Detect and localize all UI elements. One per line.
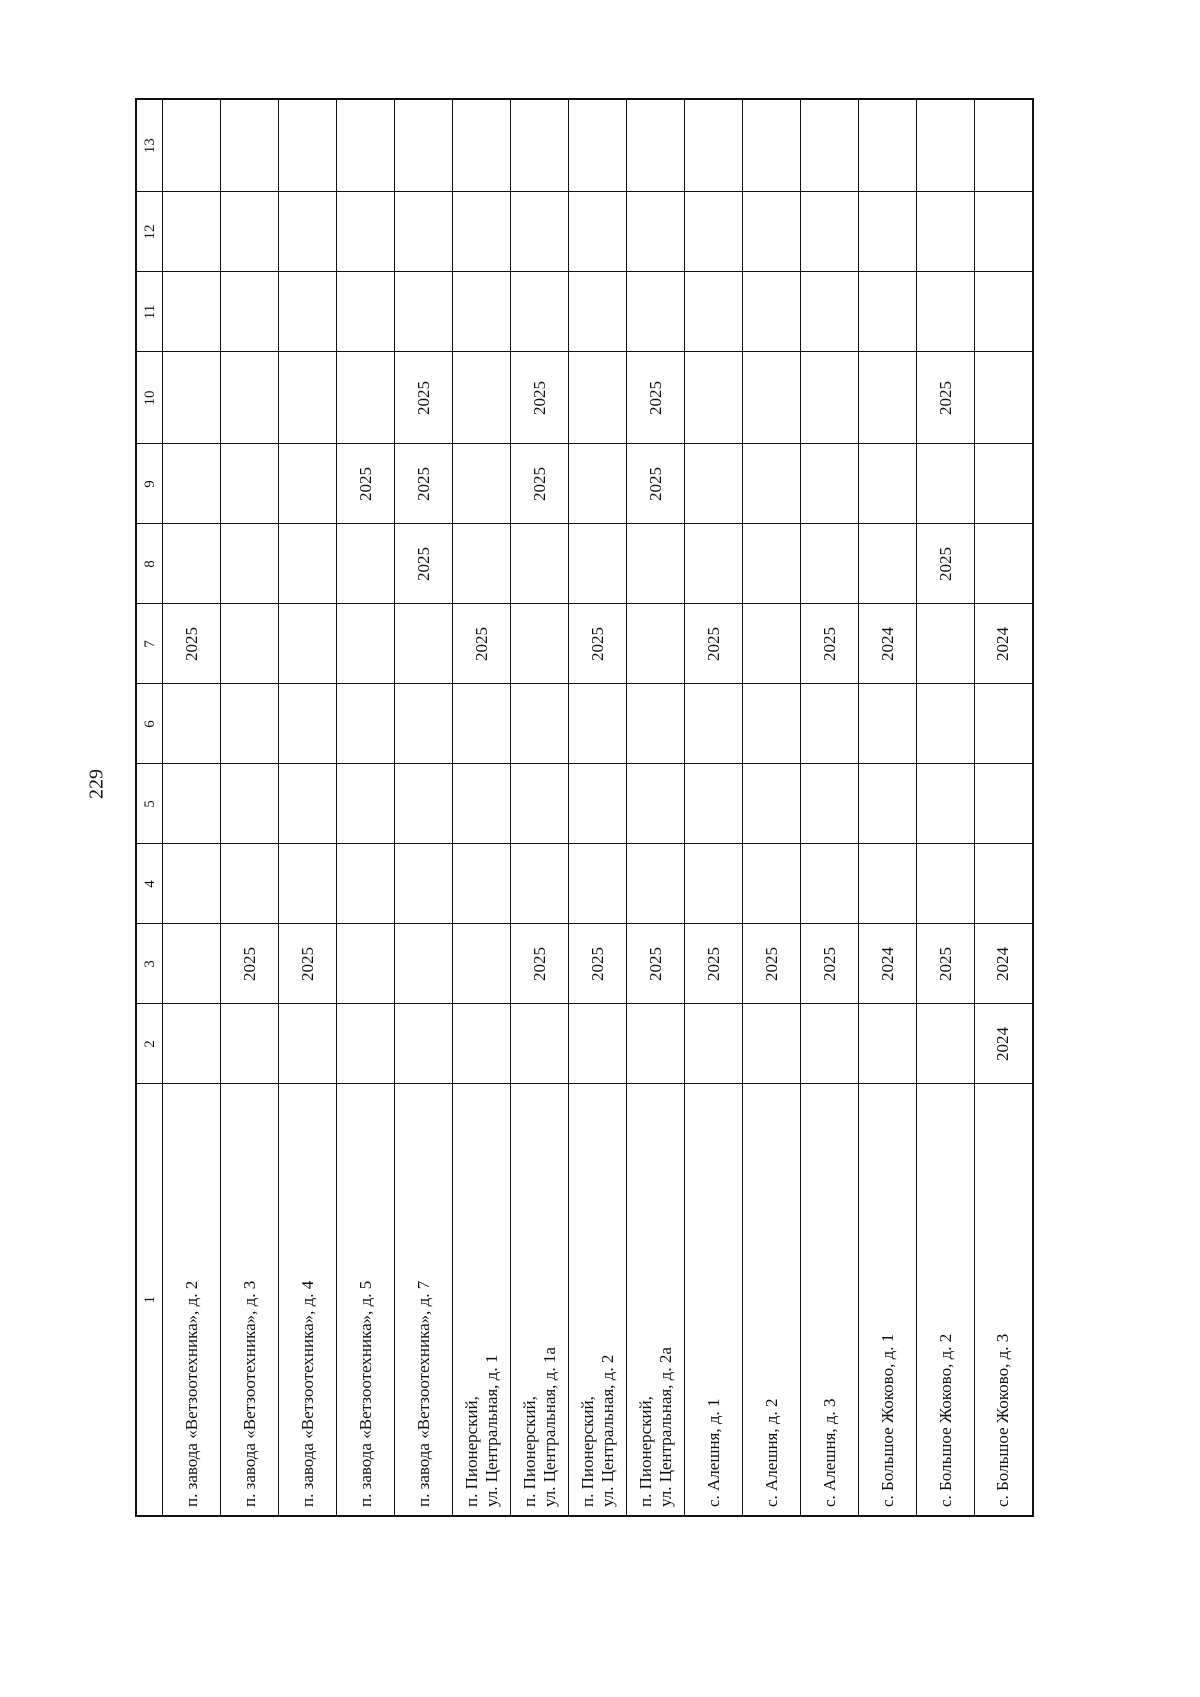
year-cell-col-8 — [975, 524, 1033, 604]
year-cell-col-12 — [279, 192, 337, 272]
address-cell — [801, 1084, 859, 1516]
year-cell-col-13 — [569, 99, 627, 192]
year-cell-col-5 — [859, 764, 917, 844]
year-cell-col-7: 2025 — [685, 604, 743, 684]
table-row — [163, 99, 221, 1516]
year-cell-col-8 — [627, 524, 685, 604]
year-cell-col-6 — [627, 684, 685, 764]
address-cell — [221, 1084, 279, 1516]
year-cell-col-11 — [337, 272, 395, 352]
address-cell — [337, 1084, 395, 1516]
year-cell-col-5 — [569, 764, 627, 844]
year-cell-col-8 — [685, 524, 743, 604]
year-cell-col-10 — [975, 352, 1033, 444]
address-line: с. Большое Жоково, д. 1 — [877, 1333, 897, 1507]
year-cell-col-12 — [221, 192, 279, 272]
header-row — [136, 99, 163, 1516]
address-cell — [279, 1084, 337, 1516]
year-cell-col-6 — [279, 684, 337, 764]
year-cell-col-3: 2025 — [511, 924, 569, 1004]
year-cell-col-4 — [569, 844, 627, 924]
year-cell-col-5 — [337, 764, 395, 844]
year-cell-col-9: 2025 — [511, 444, 569, 524]
year-cell-col-6 — [511, 684, 569, 764]
table-row — [685, 99, 743, 1516]
year-cell-col-6 — [453, 684, 511, 764]
year-cell-col-11 — [221, 272, 279, 352]
year-cell-col-8 — [801, 524, 859, 604]
year-cell-col-4 — [453, 844, 511, 924]
year-cell-col-6 — [569, 684, 627, 764]
year-cell-col-10: 2025 — [395, 352, 453, 444]
year-cell-col-6 — [685, 684, 743, 764]
year-cell-col-13 — [627, 99, 685, 192]
year-cell-col-9 — [569, 444, 627, 524]
year-cell-col-4 — [975, 844, 1033, 924]
address-line: с. Алешня, д. 1 — [703, 1398, 723, 1507]
year-cell-col-10: 2025 — [917, 352, 975, 444]
year-cell-col-12 — [917, 192, 975, 272]
year-cell-col-12 — [685, 192, 743, 272]
year-cell-col-3: 2025 — [221, 924, 279, 1004]
year-cell-col-12 — [337, 192, 395, 272]
column-header-11: 11 — [136, 272, 163, 352]
address-line: п. завода «Ветзоотехника», д. 2 — [181, 1280, 201, 1507]
year-cell-col-5 — [395, 764, 453, 844]
year-cell-col-6 — [221, 684, 279, 764]
address-line: ул. Центральная, д. 2а — [655, 1347, 675, 1507]
year-cell-col-5 — [511, 764, 569, 844]
year-cell-col-12 — [569, 192, 627, 272]
address-line: п. завода «Ветзоотехника», д. 3 — [239, 1280, 259, 1507]
year-cell-col-3 — [337, 924, 395, 1004]
year-cell-col-7 — [743, 604, 801, 684]
address-line: п. завода «Ветзоотехника», д. 5 — [355, 1280, 375, 1507]
year-cell-col-9 — [917, 444, 975, 524]
year-cell-col-4 — [279, 844, 337, 924]
year-cell-col-9 — [801, 444, 859, 524]
address-cell — [685, 1084, 743, 1516]
year-cell-col-9 — [221, 444, 279, 524]
year-cell-col-5 — [685, 764, 743, 844]
year-cell-col-6 — [337, 684, 395, 764]
year-cell-col-8 — [859, 524, 917, 604]
year-cell-col-9: 2025 — [337, 444, 395, 524]
year-cell-col-9 — [279, 444, 337, 524]
column-header-8: 8 — [136, 524, 163, 604]
year-cell-col-9 — [743, 444, 801, 524]
year-cell-col-9: 2025 — [395, 444, 453, 524]
page-number: 229 — [85, 769, 108, 799]
table-row — [743, 99, 801, 1516]
year-cell-col-2 — [627, 1004, 685, 1084]
year-cell-col-12 — [801, 192, 859, 272]
year-cell-col-7: 2025 — [801, 604, 859, 684]
year-cell-col-9 — [685, 444, 743, 524]
year-cell-col-2 — [221, 1004, 279, 1084]
address-cell — [743, 1084, 801, 1516]
address-cell — [859, 1084, 917, 1516]
year-cell-col-9: 2025 — [627, 444, 685, 524]
year-cell-col-8: 2025 — [395, 524, 453, 604]
address-line: с. Алешня, д. 3 — [819, 1398, 839, 1507]
year-cell-col-13 — [743, 99, 801, 192]
year-cell-col-7: 2024 — [859, 604, 917, 684]
year-cell-col-4 — [917, 844, 975, 924]
year-cell-col-7: 2025 — [453, 604, 511, 684]
year-cell-col-5 — [221, 764, 279, 844]
year-cell-col-8 — [221, 524, 279, 604]
year-cell-col-5 — [163, 764, 221, 844]
year-cell-col-12 — [743, 192, 801, 272]
year-cell-col-2 — [163, 1004, 221, 1084]
year-cell-col-13 — [395, 99, 453, 192]
year-cell-col-3: 2024 — [859, 924, 917, 1004]
address-cell — [569, 1084, 627, 1516]
year-cell-col-3 — [395, 924, 453, 1004]
year-cell-col-10: 2025 — [627, 352, 685, 444]
year-cell-col-9 — [859, 444, 917, 524]
year-cell-col-8 — [279, 524, 337, 604]
column-header-10: 10 — [136, 352, 163, 444]
column-header-5: 5 — [136, 764, 163, 844]
year-cell-col-7 — [627, 604, 685, 684]
table-row — [917, 99, 975, 1516]
table-row — [453, 99, 511, 1516]
year-cell-col-7: 2025 — [569, 604, 627, 684]
year-cell-col-3: 2025 — [569, 924, 627, 1004]
year-cell-col-3: 2025 — [801, 924, 859, 1004]
year-cell-col-11 — [569, 272, 627, 352]
year-cell-col-2 — [279, 1004, 337, 1084]
year-cell-col-4 — [511, 844, 569, 924]
year-cell-col-5 — [279, 764, 337, 844]
year-cell-col-12 — [859, 192, 917, 272]
year-cell-col-11 — [627, 272, 685, 352]
year-cell-col-7 — [337, 604, 395, 684]
year-cell-col-8 — [743, 524, 801, 604]
year-cell-col-9 — [453, 444, 511, 524]
year-cell-col-4 — [337, 844, 395, 924]
year-cell-col-9 — [163, 444, 221, 524]
year-cell-col-6 — [395, 684, 453, 764]
year-cell-col-6 — [859, 684, 917, 764]
year-cell-col-7: 2025 — [163, 604, 221, 684]
year-cell-col-11 — [859, 272, 917, 352]
column-header-3: 3 — [136, 924, 163, 1004]
address-cell — [627, 1084, 685, 1516]
year-cell-col-9 — [975, 444, 1033, 524]
year-cell-col-11 — [511, 272, 569, 352]
year-cell-col-13 — [221, 99, 279, 192]
year-cell-col-7 — [221, 604, 279, 684]
year-cell-col-2 — [859, 1004, 917, 1084]
address-line: с. Алешня, д. 2 — [761, 1398, 781, 1507]
year-cell-col-5 — [801, 764, 859, 844]
table-row — [221, 99, 279, 1516]
year-cell-col-2 — [453, 1004, 511, 1084]
column-header-2: 2 — [136, 1004, 163, 1084]
year-cell-col-10 — [801, 352, 859, 444]
table-row — [975, 99, 1033, 1516]
year-cell-col-4 — [221, 844, 279, 924]
year-cell-col-6 — [975, 684, 1033, 764]
year-cell-col-13 — [859, 99, 917, 192]
year-cell-col-13 — [337, 99, 395, 192]
address-line: п. Пионерский, — [577, 1396, 597, 1507]
year-cell-col-2 — [685, 1004, 743, 1084]
table-row — [801, 99, 859, 1516]
table-row — [859, 99, 917, 1516]
address-line: п. завода «Ветзоотехника», д. 7 — [413, 1280, 433, 1507]
address-line: с. Большое Жоково, д. 2 — [935, 1333, 955, 1507]
year-cell-col-11 — [801, 272, 859, 352]
year-cell-col-8 — [163, 524, 221, 604]
year-cell-col-12 — [395, 192, 453, 272]
year-cell-col-13 — [511, 99, 569, 192]
year-cell-col-10 — [279, 352, 337, 444]
year-cell-col-12 — [453, 192, 511, 272]
year-cell-col-5 — [453, 764, 511, 844]
year-cell-col-5 — [917, 764, 975, 844]
year-cell-col-3: 2025 — [627, 924, 685, 1004]
address-line: с. Большое Жоково, д. 3 — [993, 1333, 1013, 1507]
year-cell-col-7 — [279, 604, 337, 684]
year-cell-col-10 — [743, 352, 801, 444]
year-cell-col-7 — [395, 604, 453, 684]
year-cell-col-5 — [627, 764, 685, 844]
table-row — [627, 99, 685, 1516]
year-cell-col-2 — [395, 1004, 453, 1084]
year-cell-col-10 — [569, 352, 627, 444]
year-cell-col-3: 2025 — [917, 924, 975, 1004]
column-header-1: 1 — [136, 1084, 163, 1516]
year-cell-col-2 — [917, 1004, 975, 1084]
year-cell-col-2 — [743, 1004, 801, 1084]
year-cell-col-11 — [685, 272, 743, 352]
year-cell-col-11 — [395, 272, 453, 352]
year-cell-col-10: 2025 — [511, 352, 569, 444]
year-cell-col-6 — [743, 684, 801, 764]
address-line: п. Пионерский, — [635, 1396, 655, 1507]
schedule-table — [135, 98, 1034, 1517]
year-cell-col-13 — [279, 99, 337, 192]
address-cell — [453, 1084, 511, 1516]
address-cell — [917, 1084, 975, 1516]
year-cell-col-11 — [743, 272, 801, 352]
year-cell-col-8 — [453, 524, 511, 604]
year-cell-col-11 — [975, 272, 1033, 352]
year-cell-col-11 — [453, 272, 511, 352]
year-cell-col-12 — [627, 192, 685, 272]
year-cell-col-10 — [859, 352, 917, 444]
address-line: ул. Центральная, д. 1а — [539, 1347, 559, 1507]
column-header-7: 7 — [136, 604, 163, 684]
address-line: ул. Центральная, д. 1 — [481, 1354, 501, 1507]
year-cell-col-11 — [279, 272, 337, 352]
column-header-4: 4 — [136, 844, 163, 924]
year-cell-col-3 — [163, 924, 221, 1004]
year-cell-col-13 — [917, 99, 975, 192]
address-cell — [975, 1084, 1033, 1516]
year-cell-col-3: 2025 — [685, 924, 743, 1004]
year-cell-col-2 — [801, 1004, 859, 1084]
year-cell-col-5 — [743, 764, 801, 844]
year-cell-col-8 — [337, 524, 395, 604]
year-cell-col-8 — [569, 524, 627, 604]
address-line: п. завода «Ветзоотехника», д. 4 — [297, 1280, 317, 1507]
year-cell-col-7 — [511, 604, 569, 684]
year-cell-col-3 — [453, 924, 511, 1004]
year-cell-col-6 — [801, 684, 859, 764]
year-cell-col-10 — [163, 352, 221, 444]
address-line: п. Пионерский, — [519, 1396, 539, 1507]
address-cell — [511, 1084, 569, 1516]
year-cell-col-4 — [163, 844, 221, 924]
table-row — [337, 99, 395, 1516]
year-cell-col-2: 2024 — [975, 1004, 1033, 1084]
year-cell-col-4 — [395, 844, 453, 924]
year-cell-col-3: 2025 — [743, 924, 801, 1004]
year-cell-col-7 — [917, 604, 975, 684]
year-cell-col-2 — [337, 1004, 395, 1084]
address-line: п. Пионерский, — [461, 1396, 481, 1507]
table-row — [511, 99, 569, 1516]
column-header-13: 13 — [136, 99, 163, 192]
year-cell-col-5 — [975, 764, 1033, 844]
year-cell-col-11 — [163, 272, 221, 352]
year-cell-col-12 — [163, 192, 221, 272]
year-cell-col-4 — [859, 844, 917, 924]
table-row — [279, 99, 337, 1516]
year-cell-col-8: 2025 — [917, 524, 975, 604]
column-header-12: 12 — [136, 192, 163, 272]
year-cell-col-8 — [511, 524, 569, 604]
address-line: ул. Центральная, д. 2 — [597, 1354, 617, 1507]
address-cell — [395, 1084, 453, 1516]
year-cell-col-10 — [337, 352, 395, 444]
year-cell-col-3: 2024 — [975, 924, 1033, 1004]
rotated-table-wrapper — [135, 100, 1050, 1517]
year-cell-col-2 — [569, 1004, 627, 1084]
year-cell-col-2 — [511, 1004, 569, 1084]
year-cell-col-4 — [627, 844, 685, 924]
year-cell-col-13 — [163, 99, 221, 192]
year-cell-col-4 — [685, 844, 743, 924]
year-cell-col-7: 2024 — [975, 604, 1033, 684]
address-cell — [163, 1084, 221, 1516]
year-cell-col-13 — [801, 99, 859, 192]
year-cell-col-4 — [743, 844, 801, 924]
year-cell-col-13 — [685, 99, 743, 192]
year-cell-col-10 — [685, 352, 743, 444]
year-cell-col-10 — [221, 352, 279, 444]
column-header-6: 6 — [136, 684, 163, 764]
table-body — [163, 99, 1033, 1516]
table-row — [569, 99, 627, 1516]
year-cell-col-10 — [453, 352, 511, 444]
year-cell-col-13 — [453, 99, 511, 192]
year-cell-col-3: 2025 — [279, 924, 337, 1004]
year-cell-col-6 — [163, 684, 221, 764]
year-cell-col-11 — [917, 272, 975, 352]
year-cell-col-12 — [511, 192, 569, 272]
year-cell-col-12 — [975, 192, 1033, 272]
year-cell-col-6 — [917, 684, 975, 764]
table-row — [395, 99, 453, 1516]
year-cell-col-13 — [975, 99, 1033, 192]
column-header-9: 9 — [136, 444, 163, 524]
year-cell-col-4 — [801, 844, 859, 924]
